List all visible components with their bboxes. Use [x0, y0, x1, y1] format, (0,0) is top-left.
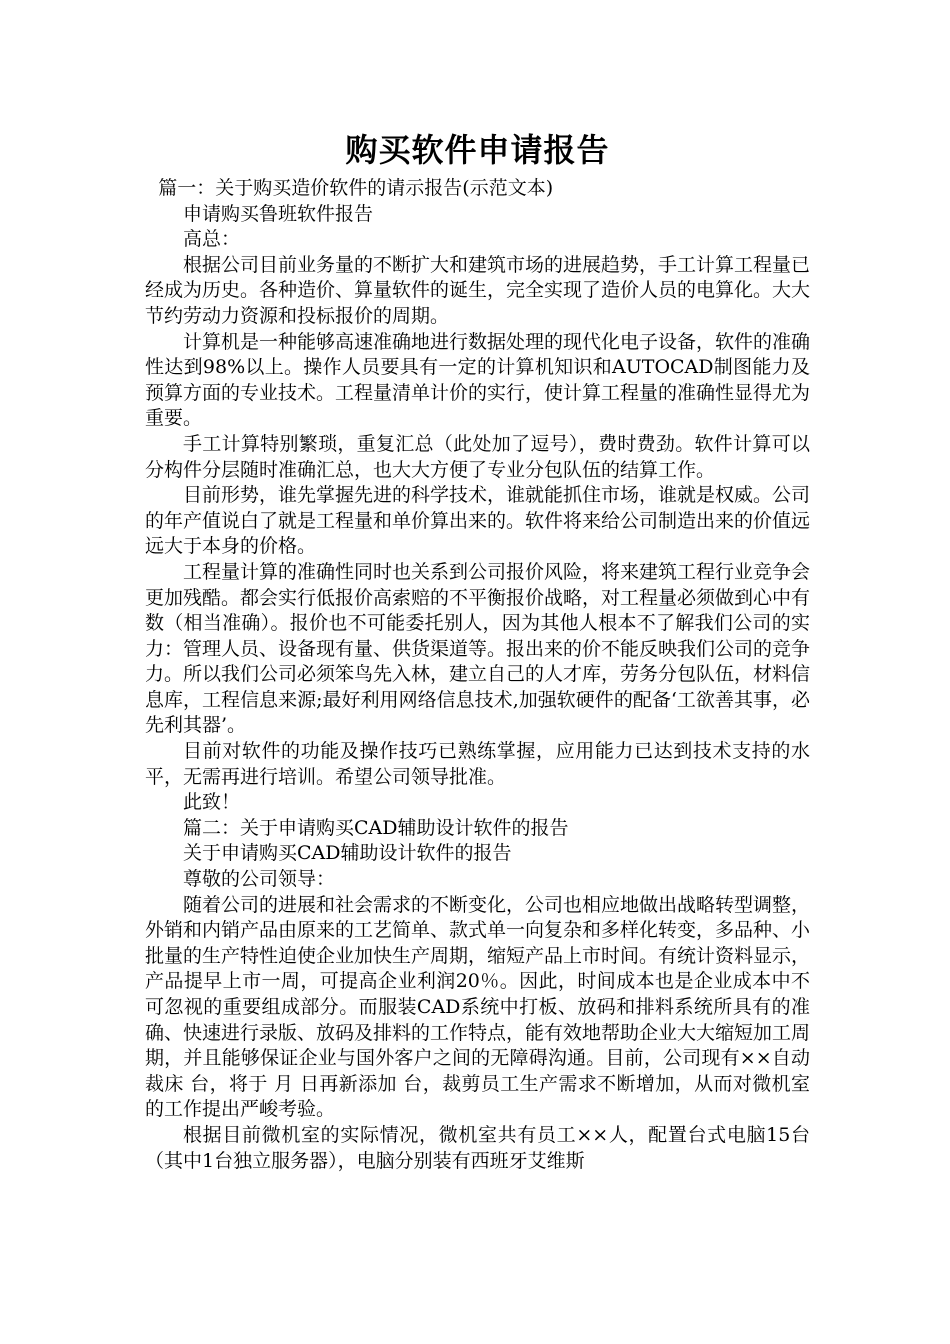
document-page	[145, 128, 810, 1174]
paragraph: 计算机是一种能够高速准确地进行数据处理的现代化电子设备，软件的准确性达到98%以上。操作人员要具有一定的计算机知识和AUTOCAD制图能力及预算方面的专业技术。工程量清单计价的实行，使计算工程量的准确性显得尤为重要。	[145, 330, 811, 430]
paragraph: 根据公司目前业务量的不断扩大和建筑市场的进展趋势，手工计算工程量已经成为历史。各种造价、算量软件的诞生，完全实现了造价人员的电算化。大大节约劳动力资源和投标报价的周期。	[145, 253, 811, 327]
document-body	[145, 176, 810, 1174]
report-subtitle: 关于申请购买CAD辅助设计软件的报告	[183, 842, 512, 865]
closing: 此致！	[183, 791, 241, 814]
section-two-heading: 篇二：关于申请购买CAD辅助设计软件的报告	[183, 816, 569, 839]
paragraph: 根据目前微机室的实际情况，微机室共有员工××人，配置台式电脑15台（其中1台独立服务器），电脑分别装有西班牙艾维斯	[145, 1123, 810, 1172]
document-title: 购买软件申请报告	[345, 131, 610, 169]
paragraph: 手工计算特别繁琐，重复汇总（此处加了逗号），费时费劲。软件计算可以分构件分层随时准确汇总，也大大方便了专业分包队伍的结算工作。	[145, 432, 810, 481]
section-one-heading: 篇一：关于购买造价软件的请示报告(示范文本)	[158, 177, 554, 199]
paragraph: 工程量计算的准确性同时也关系到公司报价风险，将来建筑工程行业竞争会更加残酷。都会实行低报价高索赔的不平衡报价战略，对工程量必须做到心中有数（相当准确）。报价也不可能委托别人，因为其他人根本不了解我们公司的实力：管理人员、设备现有量、供货渠道等。报出来的价不能反映我们公司的竞争力。所以我们公司必须笨鸟先入林，建立自己的人才库，劳务分包队伍，材料信息库，工程信息来源;最好利用网络信息技术,加强软硬件的配备‘工欲善其事，必先利其器’。	[145, 560, 811, 737]
paragraph: 目前对软件的功能及操作技巧已熟练掌握，应用能力已达到技术支持的水平，无需再进行培训。希望公司领导批准。	[145, 740, 810, 788]
paragraph: 随着公司的进展和社会需求的不断变化，公司也相应地做出战略转型调整，外销和内销产品由原来的工艺简单、款式单一向复杂和多样化转变，多品种、小批量的生产特性迫使企业加快生产周期，缩短产品上市时间。有统计资料显示，产品提早上市一周，可提高企业利润20％。因此，时间成本也是企业成本中不可忽视的重要组成部分。而服装CAD系统中打板、放码和排料系统所具有的准确、快速进行录版、放码及排料的工作特点，能有效地帮助企业大大缩短加工周期，并且能够保证企业与国外客户之间的无障碍沟通。目前，公司现有××自动裁床 台，将于 月 日再新添加 台，裁剪员工生产需求不断增加，从而对微机室的工作提出严峻考验。	[145, 893, 811, 1121]
salutation: 尊敬的公司领导：	[183, 868, 336, 891]
report-subtitle: 申请购买鲁班软件报告	[183, 202, 374, 225]
paragraph: 目前形势，谁先掌握先进的科学技术，谁就能抓住市场，谁就是权威。公司的年产值说白了就是工程量和单价算出来的。软件将来给公司制造出来的价值远远大于本身的价格。	[145, 484, 811, 558]
salutation: 高总：	[183, 228, 241, 251]
